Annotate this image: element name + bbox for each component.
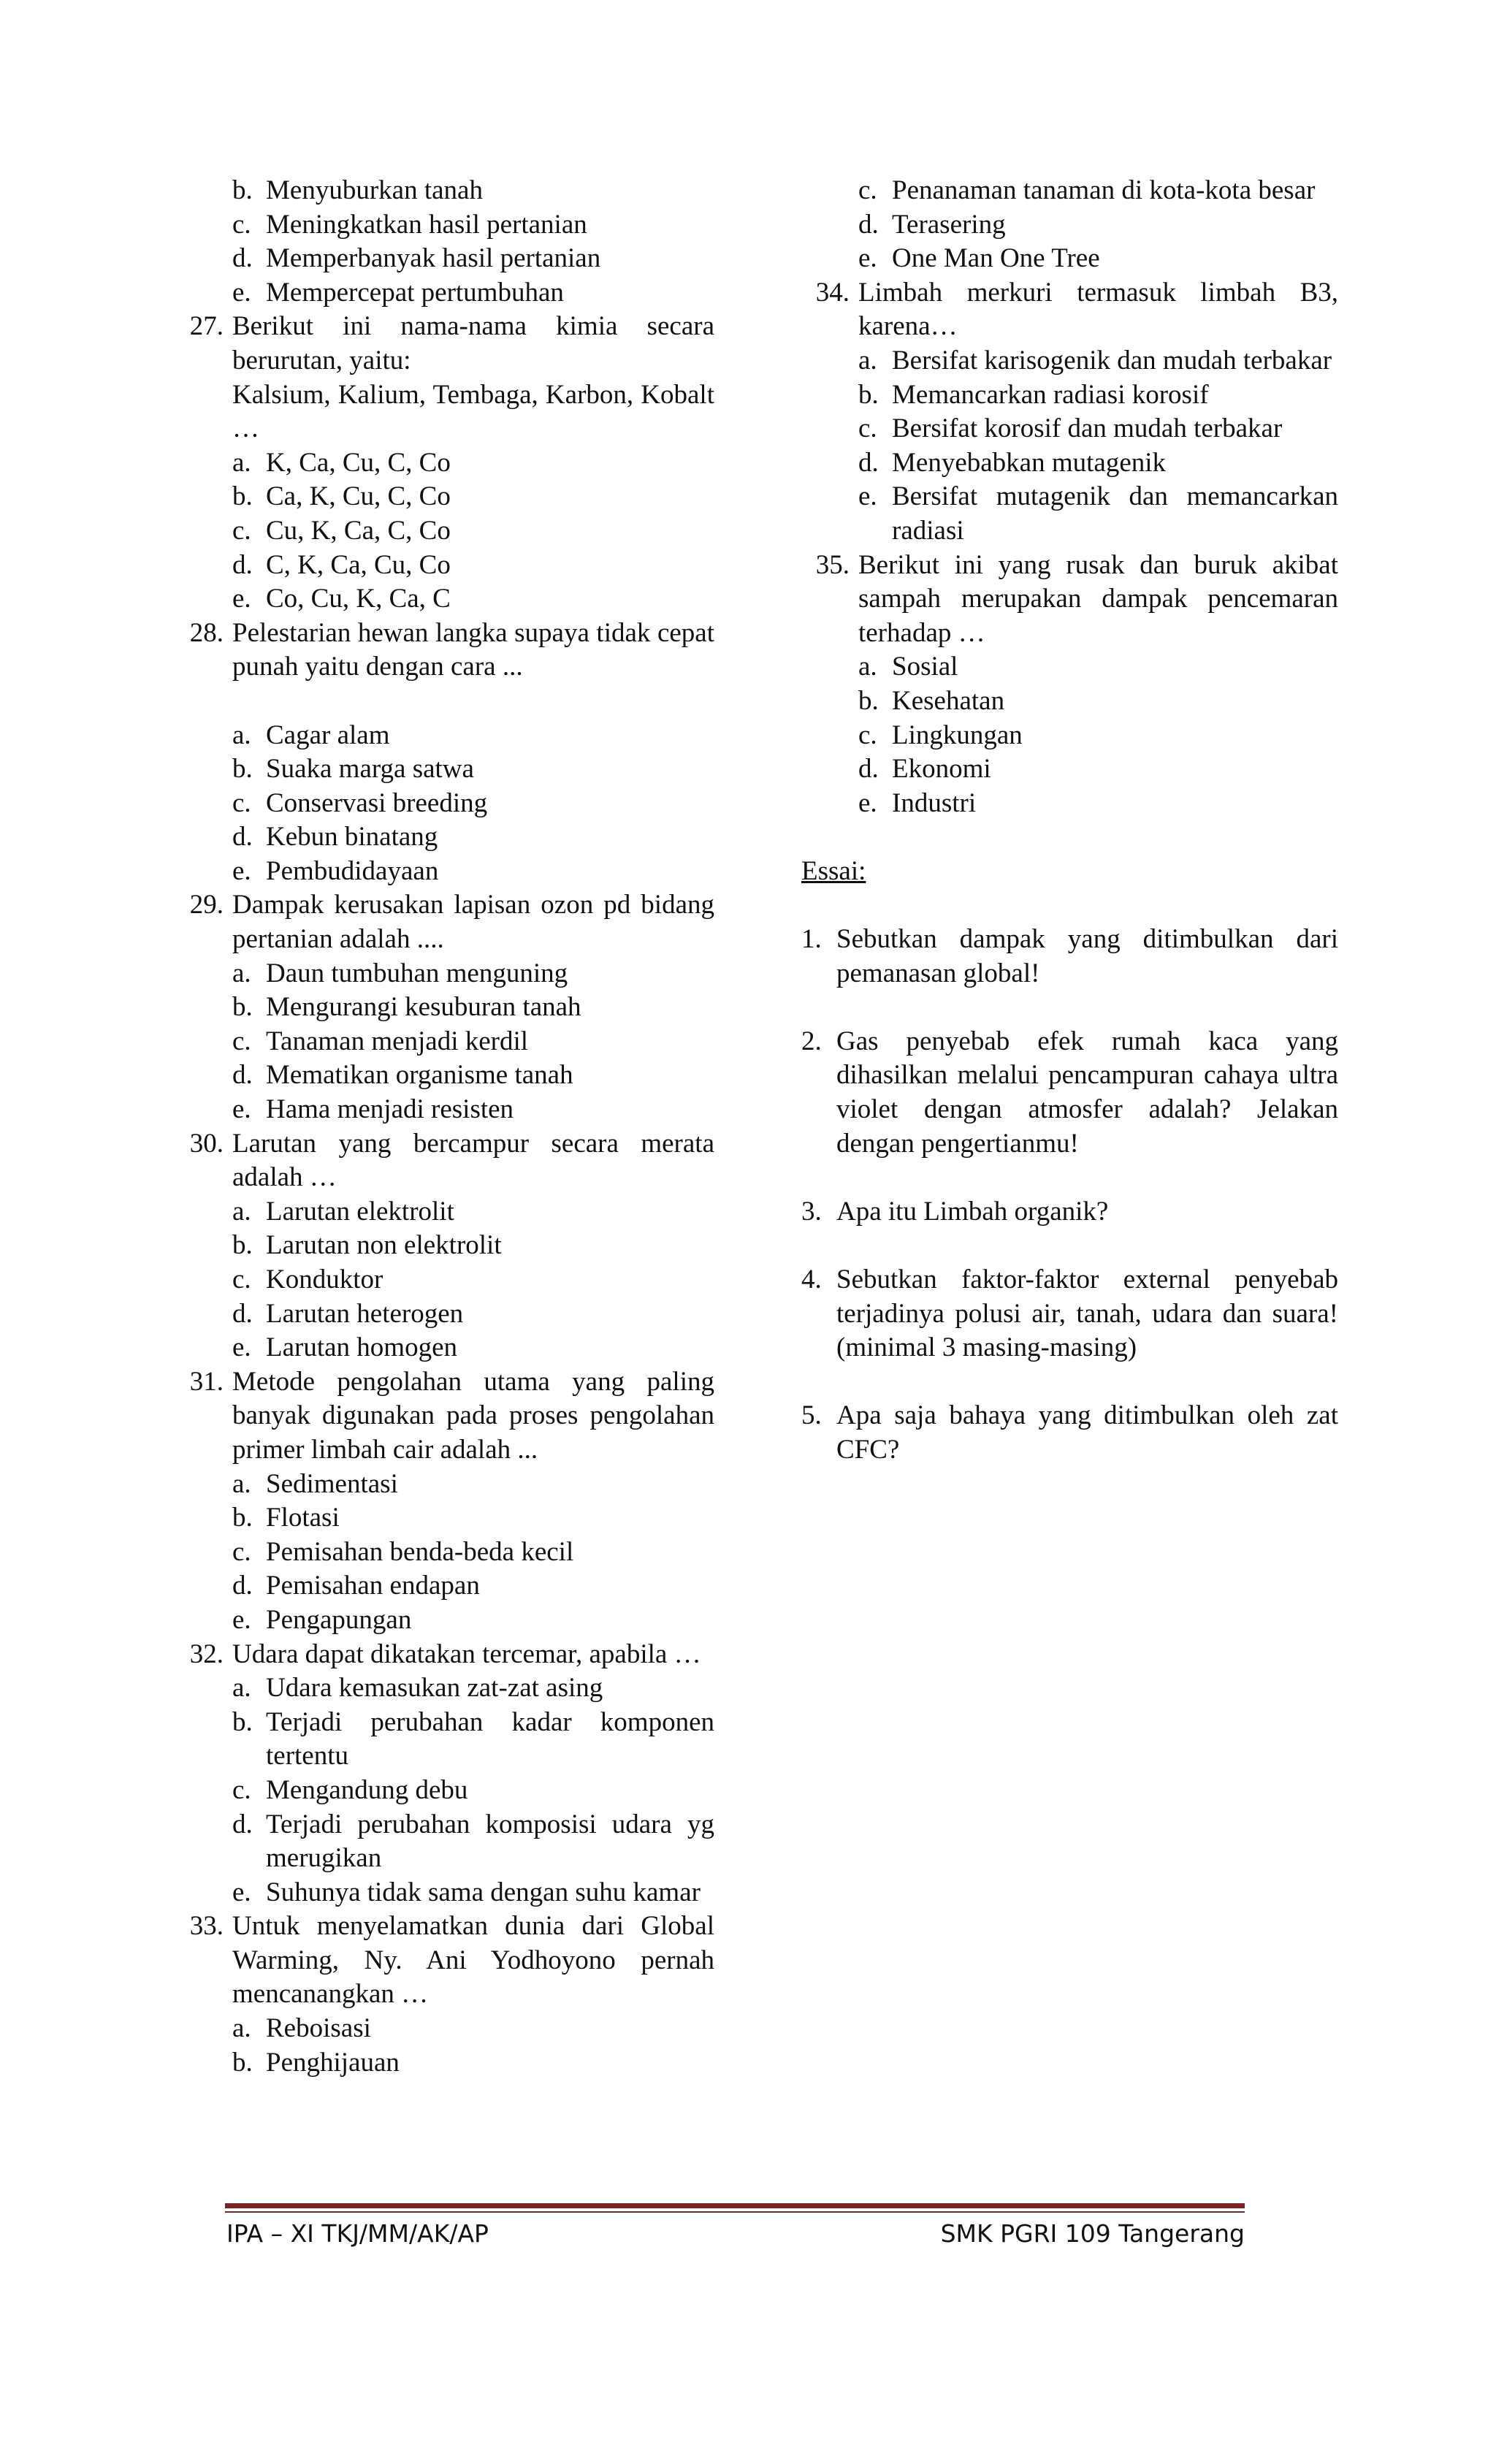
answer-option	[801, 344, 1338, 378]
option-letter: b.	[232, 1706, 253, 1737]
answer-option	[175, 1603, 714, 1638]
answer-option	[175, 276, 714, 310]
option-text: Bersifat korosif dan mudah terbakar	[892, 413, 1283, 444]
answer-option	[175, 1093, 714, 1127]
option-text: Ca, K, Cu, C, Co	[266, 481, 451, 512]
option-letter: e.	[858, 481, 877, 512]
option-letter: e.	[232, 1877, 251, 1907]
option-letter: b.	[232, 481, 253, 512]
option-letter: e.	[232, 855, 251, 886]
option-text: Tanaman menjadi kerdil	[266, 1026, 529, 1056]
question-number: 30.	[189, 1128, 224, 1159]
question-number: 27.	[189, 311, 224, 342]
option-letter: c.	[232, 515, 251, 546]
question-item	[175, 1365, 714, 1468]
option-text: Larutan heterogen	[266, 1298, 464, 1329]
answer-option	[801, 412, 1338, 446]
spacer	[801, 888, 1338, 923]
question-number: 34.	[815, 277, 850, 308]
answer-option	[801, 378, 1338, 413]
question-number: 32.	[189, 1639, 224, 1669]
option-letter: b.	[232, 2047, 253, 2078]
option-text: Reboisasi	[266, 2013, 371, 2044]
answer-option	[175, 1025, 714, 1059]
option-letter: e.	[232, 584, 251, 614]
option-text: Larutan non elektrolit	[266, 1230, 502, 1261]
answer-option	[175, 719, 714, 753]
option-letter: a.	[858, 652, 877, 682]
essai-text: Sebutkan faktor-faktor external penyebab terjadinya polusi air, tanah, udara dan suara! (minimal 3 masing-masing)	[836, 1265, 1338, 1363]
option-letter: d.	[858, 447, 879, 478]
answer-option	[175, 1501, 714, 1536]
option-letter: a.	[232, 958, 251, 988]
option-letter: c.	[232, 209, 251, 240]
answer-option	[175, 1229, 714, 1263]
answer-option	[175, 1297, 714, 1332]
option-text: Pemisahan endapan	[266, 1571, 480, 1601]
answer-option	[175, 480, 714, 514]
option-text: Mengurangi kesuburan tanah	[266, 992, 581, 1023]
option-text: Terasering	[892, 209, 1006, 240]
question-item	[175, 888, 714, 956]
question-text: Pelestarian hewan langka supaya tidak cepat punah yaitu dengan cara ...	[232, 617, 714, 682]
question-number: 28.	[189, 617, 224, 648]
answer-option	[801, 650, 1338, 684]
question-item	[175, 1910, 714, 2012]
option-text: Terjadi perubahan kadar komponen tertentu	[266, 1706, 714, 1771]
option-text: Kesehatan	[892, 685, 1005, 716]
answer-option	[175, 1331, 714, 1365]
essai-number: 1.	[801, 924, 822, 955]
answer-option	[175, 752, 714, 787]
option-text: C, K, Ca, Cu, Co	[266, 549, 451, 580]
option-text: Pembudidayaan	[266, 855, 439, 886]
option-letter: b.	[232, 1503, 253, 1533]
answer-option	[175, 446, 714, 481]
option-text: Konduktor	[266, 1265, 383, 1294]
answer-option	[801, 446, 1338, 481]
essai-question	[801, 1399, 1338, 1467]
essai-number: 2.	[801, 1026, 822, 1056]
answer-option	[801, 208, 1338, 243]
question-number: 29.	[189, 890, 224, 920]
essai-text: Sebutkan dampak yang ditimbulkan dari pemanasan global!	[836, 924, 1338, 988]
option-letter: d.	[232, 1571, 253, 1601]
option-text: Mengandung debu	[266, 1774, 468, 1805]
option-text: Penanaman tanaman di kota-kota besar	[892, 175, 1316, 205]
spacer	[801, 1229, 1338, 1263]
option-letter: b.	[232, 992, 253, 1023]
essai-list	[801, 888, 1338, 1467]
question-text: Larutan yang bercampur secara merata adalah …	[232, 1128, 714, 1193]
essai-heading: Essai:	[801, 855, 866, 886]
answer-option	[175, 174, 714, 208]
essai-question	[801, 1025, 1338, 1161]
answer-option	[175, 991, 714, 1025]
spacer	[801, 1161, 1338, 1195]
spacer	[801, 991, 1338, 1025]
answer-option	[175, 549, 714, 583]
option-text: Daun tumbuhan menguning	[266, 958, 568, 988]
option-text: Pengapungan	[266, 1604, 412, 1635]
answer-option	[175, 787, 714, 821]
essai-number: 5.	[801, 1400, 822, 1431]
option-text: Cu, K, Ca, C, Co	[266, 515, 451, 546]
answer-option	[175, 1059, 714, 1093]
option-letter: e.	[232, 1094, 251, 1125]
option-text: K, Ca, Cu, C, Co	[266, 447, 451, 478]
essai-number: 3.	[801, 1196, 822, 1227]
question-item	[801, 549, 1338, 651]
option-text: Suaka marga satwa	[266, 754, 474, 785]
option-text: Flotasi	[266, 1503, 340, 1533]
question-text: Dampak kerusakan lapisan ozon pd bidang pertanian adalah ....	[232, 890, 714, 955]
question-continuation: Kalsium, Kalium, Tembaga, Karbon, Kobalt …	[232, 379, 714, 444]
option-letter: a.	[232, 447, 251, 478]
option-letter: e.	[858, 243, 877, 274]
option-text: Terjadi perubahan komposisi udara yg merugikan	[266, 1809, 714, 1874]
option-text: Meningkatkan hasil pertanian	[266, 209, 587, 240]
footer-course-label: IPA – XI TKJ/MM/AK/AP	[226, 2219, 489, 2248]
option-letter: a.	[232, 1673, 251, 1704]
question-text: Berikut ini yang rusak dan buruk akibat sampah merupakan dampak pencemaran terhadap …	[858, 549, 1338, 648]
answer-option	[175, 1706, 714, 1774]
option-letter: d.	[232, 549, 253, 580]
option-text: Co, Cu, K, Ca, C	[266, 584, 451, 614]
option-text: Memancarkan radiasi korosif	[892, 379, 1209, 410]
option-letter: d.	[232, 822, 253, 853]
option-text: Mempercepat pertumbuhan	[266, 277, 564, 308]
essai-text: Apa itu Limbah organik?	[836, 1196, 1109, 1227]
option-letter: b.	[858, 685, 879, 716]
option-text: One Man One Tree	[892, 243, 1100, 274]
option-text: Lingkungan	[892, 720, 1023, 750]
option-text: Hama menjadi resisten	[266, 1094, 514, 1125]
answer-option	[175, 208, 714, 243]
option-letter: a.	[232, 2013, 251, 2044]
option-letter: d.	[858, 209, 879, 240]
option-letter: a.	[232, 1196, 251, 1227]
option-letter: c.	[858, 413, 877, 444]
option-text: Pemisahan benda-beda kecil	[266, 1536, 574, 1567]
answer-option	[801, 684, 1338, 719]
spacer	[801, 1365, 1338, 1400]
answer-option	[175, 1536, 714, 1570]
answer-option	[175, 1468, 714, 1502]
spacer	[801, 820, 1338, 855]
left-column	[175, 174, 714, 2080]
question-number: 33.	[189, 1911, 224, 1942]
option-text: Sosial	[892, 652, 958, 682]
option-letter: a.	[232, 1468, 251, 1499]
question-item	[175, 310, 714, 378]
question-text: Metode pengolahan utama yang paling banyak digunakan pada proses pengolahan primer limbah cair adalah ...	[232, 1366, 714, 1465]
option-letter: e.	[232, 1332, 251, 1363]
option-text: Conservasi breeding	[266, 787, 488, 818]
right-column-questions	[801, 174, 1338, 820]
option-text: Cagar alam	[266, 720, 390, 750]
answer-option	[801, 174, 1338, 208]
essai-question	[801, 923, 1338, 991]
essai-text: Gas penyebab efek rumah kaca yang dihasilkan melalui pencampuran cahaya ultra violet dengan atmosfer adalah? Jelakan dengan pengertianmu!	[836, 1026, 1338, 1159]
question-text: Berikut ini nama-nama kimia secara berurutan, yaitu:	[232, 311, 714, 375]
answer-option	[175, 2012, 714, 2046]
option-letter: e.	[858, 787, 877, 818]
option-letter: c.	[858, 720, 877, 750]
answer-option	[175, 2046, 714, 2080]
right-column	[801, 174, 1338, 1468]
option-letter: d.	[858, 754, 879, 785]
answer-option	[801, 480, 1338, 548]
answer-option	[175, 582, 714, 617]
question-item	[175, 1638, 714, 1672]
option-letter: e.	[232, 1604, 251, 1635]
question-item	[175, 1127, 714, 1195]
answer-option	[175, 1195, 714, 1229]
answer-option	[175, 1671, 714, 1706]
option-text: Suhunya tidak sama dengan suhu kamar	[266, 1877, 701, 1907]
answer-option	[801, 752, 1338, 787]
option-letter: c.	[232, 1265, 251, 1294]
essai-question	[801, 1263, 1338, 1365]
option-text: Udara kemasukan zat-zat asing	[266, 1673, 603, 1704]
option-letter: a.	[858, 345, 877, 375]
option-text: Sedimentasi	[266, 1468, 398, 1499]
footer-school-name: SMK PGRI 109 Tangerang	[940, 2219, 1245, 2248]
option-text: Ekonomi	[892, 754, 991, 785]
question-number: 35.	[815, 549, 850, 580]
answer-option	[175, 957, 714, 991]
blank-line	[175, 684, 714, 719]
option-text: Penghijauan	[266, 2047, 400, 2078]
option-text: Industri	[892, 787, 977, 818]
option-text: Memperbanyak hasil pertanian	[266, 243, 601, 274]
question-item	[175, 617, 714, 684]
essai-number: 4.	[801, 1265, 822, 1294]
option-letter: b.	[858, 379, 879, 410]
footer-rule-thin	[225, 2211, 1245, 2213]
option-text: Menyuburkan tanah	[266, 175, 483, 205]
option-letter: d.	[232, 1298, 253, 1329]
option-text: Larutan elektrolit	[266, 1196, 454, 1227]
option-letter: b.	[232, 1230, 253, 1261]
option-letter: c.	[858, 175, 877, 205]
option-letter: b.	[232, 754, 253, 785]
answer-option	[175, 1263, 714, 1297]
answer-option	[801, 242, 1338, 276]
answer-option	[175, 1808, 714, 1876]
option-letter: c.	[232, 1536, 251, 1567]
answer-option	[801, 719, 1338, 753]
answer-option	[175, 1774, 714, 1808]
essai-question	[801, 1195, 1338, 1229]
question-item	[801, 276, 1338, 344]
footer-rule-thick	[225, 2203, 1245, 2208]
answer-option	[175, 242, 714, 276]
option-letter: c.	[232, 1774, 251, 1805]
option-text: Bersifat karisogenik dan mudah terbakar	[892, 345, 1332, 375]
answer-option	[175, 1569, 714, 1603]
option-text: Menyebabkan mutagenik	[892, 447, 1167, 478]
option-letter: d.	[232, 1809, 253, 1839]
question-text: Limbah merkuri termasuk limbah B3, karena…	[858, 277, 1338, 342]
essai-text: Apa saja bahaya yang ditimbulkan oleh zat CFC?	[836, 1400, 1338, 1465]
answer-option	[175, 820, 714, 855]
answer-option	[175, 855, 714, 889]
question-text: Udara dapat dikatakan tercemar, apabila …	[232, 1639, 701, 1669]
option-letter: e.	[232, 277, 251, 308]
answer-option	[801, 787, 1338, 821]
option-letter: a.	[232, 720, 251, 750]
option-letter: c.	[232, 1026, 251, 1056]
question-text: Untuk menyelamatkan dunia dari Global Warming, Ny. Ani Yodhoyono pernah mencanangkan …	[232, 1911, 714, 2010]
answer-option	[175, 514, 714, 549]
option-text: Bersifat mutagenik dan memancarkan radiasi	[892, 481, 1338, 546]
option-text: Mematikan organisme tanah	[266, 1060, 573, 1091]
option-text: Larutan homogen	[266, 1332, 457, 1363]
question-number: 31.	[189, 1366, 224, 1397]
option-letter: c.	[232, 787, 251, 818]
option-letter: b.	[232, 175, 253, 205]
option-text: Kebun binatang	[266, 822, 438, 853]
answer-option	[175, 1876, 714, 1910]
option-letter: d.	[232, 1060, 253, 1091]
option-letter: d.	[232, 243, 253, 274]
